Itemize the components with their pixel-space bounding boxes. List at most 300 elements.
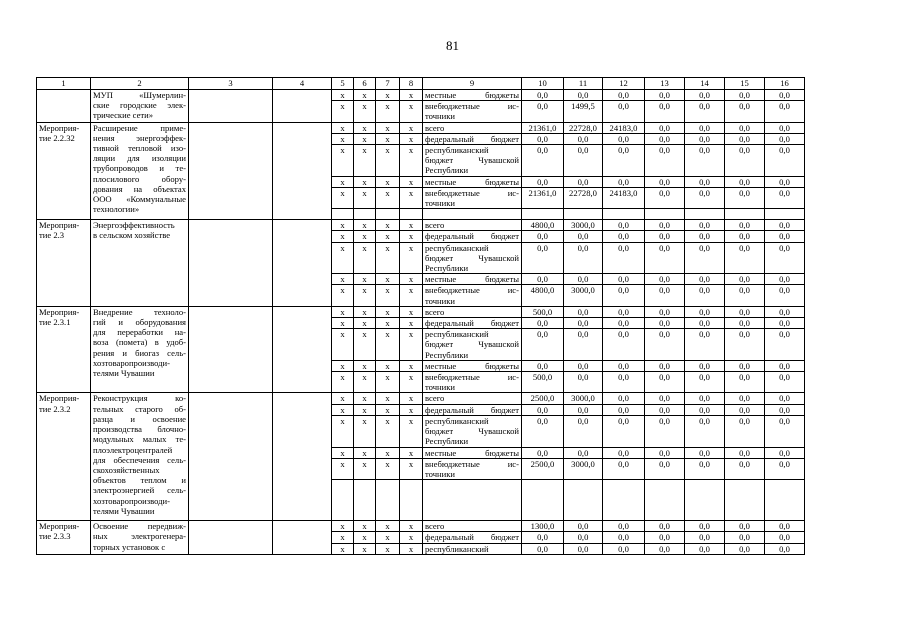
x-mark: x (354, 318, 376, 329)
amount-cell: 0,0 (685, 393, 725, 404)
amount-cell: 0,0 (725, 404, 765, 415)
funding-source-cell (423, 274, 522, 285)
amount-cell: 0,0 (685, 90, 725, 101)
measure-name-cell (91, 220, 189, 307)
amount-cell: 0,0 (522, 415, 564, 447)
x-mark: x (400, 145, 423, 177)
column-number: 5 (332, 78, 354, 90)
column-number: 12 (603, 78, 645, 90)
funding-source-cell (423, 318, 522, 329)
amount-cell: 21361,0 (522, 187, 564, 208)
x-mark: x (376, 231, 400, 242)
amount-cell: 0,0 (765, 447, 805, 458)
amount-cell: 0,0 (564, 145, 603, 177)
measure-name-cell (91, 393, 189, 521)
x-mark: x (400, 447, 423, 458)
amount-cell: 0,0 (564, 532, 603, 543)
amount-cell: 0,0 (564, 543, 603, 554)
funding-source-cell (423, 133, 522, 144)
x-mark: x (376, 543, 400, 554)
x-mark: x (400, 543, 423, 554)
amount-cell: 0,0 (765, 372, 805, 393)
amount-cell: 0,0 (765, 231, 805, 242)
amount-cell: 4800,0 (522, 285, 564, 306)
empty-cell (400, 209, 423, 220)
amount-cell: 0,0 (725, 415, 765, 447)
x-mark: x (332, 532, 354, 543)
funding-source-cell (423, 145, 522, 177)
x-mark: x (332, 274, 354, 285)
amount-cell: 0,0 (765, 187, 805, 208)
column-number: 1 (37, 78, 91, 90)
amount-cell: 0,0 (765, 220, 805, 231)
x-mark: x (354, 145, 376, 177)
amount-cell: 0,0 (725, 176, 765, 187)
column-number: 7 (376, 78, 400, 90)
x-mark: x (354, 122, 376, 133)
x-mark: x (332, 415, 354, 447)
funding-source-cell (423, 372, 522, 393)
amount-cell: 0,0 (645, 372, 685, 393)
text-line: трубопроводов и те- (93, 163, 186, 174)
text-line: всего (425, 122, 445, 133)
funding-source-cell (423, 521, 522, 532)
text-line: всего (425, 521, 445, 532)
empty-cell (189, 122, 273, 220)
text-line: внебюджетные ис- (425, 101, 519, 112)
amount-cell: 0,0 (645, 122, 685, 133)
x-mark: x (400, 458, 423, 479)
amount-cell: 0,0 (564, 231, 603, 242)
text-line: всего (425, 393, 445, 404)
amount-cell: 0,0 (765, 133, 805, 144)
x-mark: x (376, 285, 400, 306)
empty-cell (354, 209, 376, 220)
funding-source-cell (423, 242, 522, 274)
amount-cell: 0,0 (725, 521, 765, 532)
text-line: тивной тепловой изо- (93, 143, 186, 154)
amount-cell: 0,0 (522, 145, 564, 177)
amount-cell: 0,0 (603, 458, 645, 479)
amount-cell: 0,0 (603, 285, 645, 306)
x-mark: x (332, 176, 354, 187)
amount-cell: 0,0 (765, 285, 805, 306)
x-mark: x (400, 329, 423, 361)
amount-cell: 0,0 (522, 318, 564, 329)
text-line: плосилового обору- (93, 173, 186, 184)
empty-cell (564, 209, 603, 220)
amount-cell: 0,0 (725, 231, 765, 242)
amount-cell: 0,0 (725, 101, 765, 122)
measure-code-cell (37, 122, 91, 220)
amount-cell: 3000,0 (564, 393, 603, 404)
amount-cell: 0,0 (765, 101, 805, 122)
amount-cell: 0,0 (522, 274, 564, 285)
column-number: 4 (273, 78, 332, 90)
x-mark: x (376, 220, 400, 231)
text-line: федеральный бюджет (425, 133, 519, 144)
amount-cell: 0,0 (522, 447, 564, 458)
empty-cell (603, 480, 645, 521)
x-mark: x (400, 521, 423, 532)
amount-cell: 0,0 (765, 329, 805, 361)
x-mark: x (376, 360, 400, 371)
funding-source-cell (423, 404, 522, 415)
amount-cell: 0,0 (603, 404, 645, 415)
amount-cell: 0,0 (603, 393, 645, 404)
empty-cell (189, 90, 273, 123)
text-line: электроэнергией сель- (93, 485, 186, 496)
funding-source-cell (423, 543, 522, 554)
amount-cell: 0,0 (645, 306, 685, 317)
column-number: 8 (400, 78, 423, 90)
text-line: хозтоваропроизводи- (93, 357, 171, 368)
text-line: технологии» (93, 204, 140, 215)
amount-cell: 0,0 (765, 532, 805, 543)
x-mark: x (400, 133, 423, 144)
amount-cell: 0,0 (765, 306, 805, 317)
amount-cell: 0,0 (603, 306, 645, 317)
empty-cell (332, 209, 354, 220)
text-line: ООО «Коммунальные (93, 194, 186, 205)
text-line: Расширение приме- (93, 122, 186, 133)
x-mark: x (400, 220, 423, 231)
amount-cell: 0,0 (603, 372, 645, 393)
table-row (37, 122, 805, 133)
text-line: скохозяйственных (93, 464, 160, 475)
text-line: дования на объектах (93, 183, 186, 194)
text-line: точники (425, 295, 456, 306)
text-line: федеральный бюджет (425, 404, 519, 415)
x-mark: x (354, 404, 376, 415)
text-line: федеральный бюджет (425, 532, 519, 543)
x-mark: x (332, 329, 354, 361)
empty-cell (522, 209, 564, 220)
amount-cell: 0,0 (564, 242, 603, 274)
funding-source-cell (423, 176, 522, 187)
amount-cell: 0,0 (685, 329, 725, 361)
amount-cell: 0,0 (685, 122, 725, 133)
column-number: 15 (725, 78, 765, 90)
amount-cell: 0,0 (603, 101, 645, 122)
empty-cell (273, 393, 332, 521)
x-mark: x (376, 176, 400, 187)
empty-cell (603, 209, 645, 220)
measure-code-cell (37, 90, 91, 123)
text-line: ляции для изоляции (93, 153, 186, 164)
amount-cell: 0,0 (522, 329, 564, 361)
funding-source-cell (423, 447, 522, 458)
amount-cell: 0,0 (603, 176, 645, 187)
funding-source-cell (423, 122, 522, 133)
empty-cell (189, 220, 273, 307)
x-mark: x (332, 306, 354, 317)
text-line: ных электрогенера- (93, 531, 186, 542)
amount-cell: 4800,0 (522, 220, 564, 231)
amount-cell: 0,0 (725, 133, 765, 144)
empty-cell (189, 393, 273, 521)
x-mark: x (376, 404, 400, 415)
empty-cell (189, 306, 273, 393)
text-line: республиканский (425, 329, 489, 340)
empty-cell (685, 480, 725, 521)
amount-cell: 0,0 (645, 532, 685, 543)
amount-cell: 0,0 (685, 372, 725, 393)
x-mark: x (354, 543, 376, 554)
amount-cell: 0,0 (645, 145, 685, 177)
amount-cell: 0,0 (645, 458, 685, 479)
x-mark: x (332, 90, 354, 101)
column-number: 16 (765, 78, 805, 90)
measure-code-cell (37, 306, 91, 393)
text-line: местные бюджеты (425, 90, 519, 100)
text-line: республиканский (425, 242, 489, 253)
amount-cell: 0,0 (645, 329, 685, 361)
text-line: Республики (425, 349, 469, 360)
amount-cell: 0,0 (725, 360, 765, 371)
x-mark: x (400, 90, 423, 101)
text-line: торных установок с (93, 541, 166, 552)
amount-cell: 0,0 (645, 360, 685, 371)
amount-cell: 0,0 (522, 360, 564, 371)
text-line: тельных старого об- (93, 403, 186, 414)
x-mark: x (400, 231, 423, 242)
text-line: бюджет Чувашской (425, 252, 519, 263)
empty-cell (522, 480, 564, 521)
amount-cell: 0,0 (564, 447, 603, 458)
text-line: республиканский (425, 543, 489, 554)
measure-name-cell (91, 90, 189, 123)
amount-cell: 0,0 (645, 404, 685, 415)
amount-cell: 3000,0 (564, 285, 603, 306)
text-line: местные бюджеты (425, 176, 519, 187)
x-mark: x (354, 521, 376, 532)
empty-cell (423, 480, 522, 521)
amount-cell: 0,0 (685, 187, 725, 208)
text-line: местные бюджеты (425, 274, 519, 285)
amount-cell: 0,0 (685, 543, 725, 554)
text-line: точники (425, 111, 456, 122)
amount-cell: 0,0 (645, 101, 685, 122)
text-line: Мероприя- (39, 393, 80, 404)
empty-cell (354, 480, 376, 521)
x-mark: x (400, 360, 423, 371)
amount-cell: 0,0 (645, 90, 685, 101)
amount-cell: 0,0 (564, 90, 603, 101)
text-line: всего (425, 220, 445, 231)
empty-cell (400, 480, 423, 521)
text-line: плоэлектроцентралей (93, 444, 173, 455)
amount-cell: 0,0 (725, 242, 765, 274)
text-line: всего (425, 306, 445, 317)
amount-cell: 0,0 (725, 543, 765, 554)
text-line: республиканский (425, 415, 489, 426)
funding-source-cell (423, 90, 522, 101)
amount-cell: 0,0 (564, 176, 603, 187)
funding-source-cell (423, 532, 522, 543)
amount-cell: 0,0 (645, 187, 685, 208)
text-line: для обеспечения сель- (93, 454, 186, 465)
amount-cell: 0,0 (685, 176, 725, 187)
x-mark: x (400, 532, 423, 543)
amount-cell: 500,0 (522, 306, 564, 317)
column-number: 11 (564, 78, 603, 90)
amount-cell: 0,0 (564, 360, 603, 371)
amount-cell: 0,0 (645, 393, 685, 404)
amount-cell: 0,0 (522, 90, 564, 101)
x-mark: x (400, 404, 423, 415)
amount-cell: 0,0 (645, 133, 685, 144)
amount-cell: 0,0 (522, 176, 564, 187)
funding-table (36, 77, 805, 555)
table-row (37, 90, 805, 101)
text-line: трические сети» (93, 110, 154, 121)
amount-cell: 0,0 (645, 447, 685, 458)
text-line: разца и освоение (93, 413, 186, 424)
text-line: точники (425, 382, 456, 393)
x-mark: x (376, 318, 400, 329)
amount-cell: 0,0 (685, 415, 725, 447)
x-mark: x (376, 306, 400, 317)
amount-cell: 0,0 (645, 242, 685, 274)
amount-cell: 24183,0 (603, 187, 645, 208)
measure-code-cell (37, 521, 91, 555)
x-mark: x (354, 447, 376, 458)
text-line: внебюджетные ис- (425, 285, 519, 296)
text-line: тие 2.3.1 (39, 317, 71, 328)
amount-cell: 0,0 (603, 532, 645, 543)
x-mark: x (354, 532, 376, 543)
x-mark: x (332, 231, 354, 242)
amount-cell: 0,0 (603, 90, 645, 101)
amount-cell: 0,0 (725, 220, 765, 231)
amount-cell: 0,0 (685, 274, 725, 285)
amount-cell: 0,0 (645, 318, 685, 329)
text-line: модульных малых те- (93, 434, 186, 445)
amount-cell: 0,0 (685, 145, 725, 177)
amount-cell: 0,0 (725, 122, 765, 133)
amount-cell: 22728,0 (564, 187, 603, 208)
text-line: производства блочно- (93, 424, 186, 435)
amount-cell: 0,0 (725, 285, 765, 306)
amount-cell: 0,0 (725, 306, 765, 317)
empty-cell (765, 209, 805, 220)
text-line: Энергоэффективность (93, 220, 175, 231)
amount-cell: 0,0 (645, 220, 685, 231)
x-mark: x (354, 360, 376, 371)
x-mark: x (376, 415, 400, 447)
amount-cell: 0,0 (765, 90, 805, 101)
x-mark: x (400, 242, 423, 274)
amount-cell: 0,0 (522, 242, 564, 274)
column-number: 2 (91, 78, 189, 90)
amount-cell: 0,0 (685, 231, 725, 242)
amount-cell: 22728,0 (564, 122, 603, 133)
text-line: тие 2.3 (39, 230, 65, 241)
table-row (37, 220, 805, 231)
text-line: местные бюджеты (425, 360, 519, 371)
table-row (37, 306, 805, 317)
funding-source-cell (423, 220, 522, 231)
amount-cell: 0,0 (603, 360, 645, 371)
text-line: тие 2.3.2 (39, 403, 71, 414)
x-mark: x (400, 393, 423, 404)
empty-cell (189, 521, 273, 555)
x-mark: x (354, 187, 376, 208)
x-mark: x (354, 133, 376, 144)
x-mark: x (376, 101, 400, 122)
x-mark: x (332, 521, 354, 532)
x-mark: x (400, 176, 423, 187)
amount-cell: 0,0 (725, 393, 765, 404)
amount-cell: 0,0 (725, 318, 765, 329)
text-line: Республики (425, 263, 469, 274)
x-mark: x (354, 393, 376, 404)
column-number: 3 (189, 78, 273, 90)
empty-cell (273, 306, 332, 393)
amount-cell: 0,0 (765, 393, 805, 404)
amount-cell: 0,0 (765, 242, 805, 274)
text-line: местные бюджеты (425, 447, 519, 458)
x-mark: x (332, 543, 354, 554)
text-line: телями Чувашии (93, 505, 155, 516)
text-line: бюджет Чувашской (425, 339, 519, 350)
x-mark: x (332, 318, 354, 329)
amount-cell: 0,0 (685, 447, 725, 458)
amount-cell: 0,0 (564, 404, 603, 415)
x-mark: x (376, 133, 400, 144)
amount-cell: 3000,0 (564, 458, 603, 479)
amount-cell: 0,0 (603, 133, 645, 144)
x-mark: x (376, 532, 400, 543)
table-row (37, 521, 805, 532)
amount-cell: 0,0 (603, 447, 645, 458)
text-line: тие 2.3.3 (39, 531, 71, 542)
empty-cell (423, 209, 522, 220)
amount-cell: 0,0 (522, 101, 564, 122)
amount-cell: 0,0 (765, 404, 805, 415)
amount-cell: 0,0 (765, 176, 805, 187)
x-mark: x (332, 242, 354, 274)
amount-cell: 0,0 (765, 458, 805, 479)
amount-cell: 0,0 (685, 133, 725, 144)
column-number: 14 (685, 78, 725, 90)
funding-source-cell (423, 187, 522, 208)
measure-name-cell (91, 306, 189, 393)
text-line: внебюджетные ис- (425, 458, 519, 469)
x-mark: x (354, 274, 376, 285)
amount-cell: 0,0 (645, 521, 685, 532)
x-mark: x (376, 393, 400, 404)
empty-cell (273, 220, 332, 307)
empty-cell (564, 480, 603, 521)
amount-cell: 0,0 (765, 318, 805, 329)
x-mark: x (376, 458, 400, 479)
amount-cell: 0,0 (685, 360, 725, 371)
column-number: 10 (522, 78, 564, 90)
x-mark: x (376, 187, 400, 208)
text-line: Республики (425, 165, 469, 176)
empty-cell (332, 480, 354, 521)
amount-cell: 24183,0 (603, 122, 645, 133)
amount-cell: 0,0 (522, 532, 564, 543)
x-mark: x (376, 274, 400, 285)
amount-cell: 2500,0 (522, 458, 564, 479)
x-mark: x (332, 220, 354, 231)
text-line: Мероприя- (39, 122, 80, 133)
x-mark: x (354, 101, 376, 122)
x-mark: x (400, 122, 423, 133)
